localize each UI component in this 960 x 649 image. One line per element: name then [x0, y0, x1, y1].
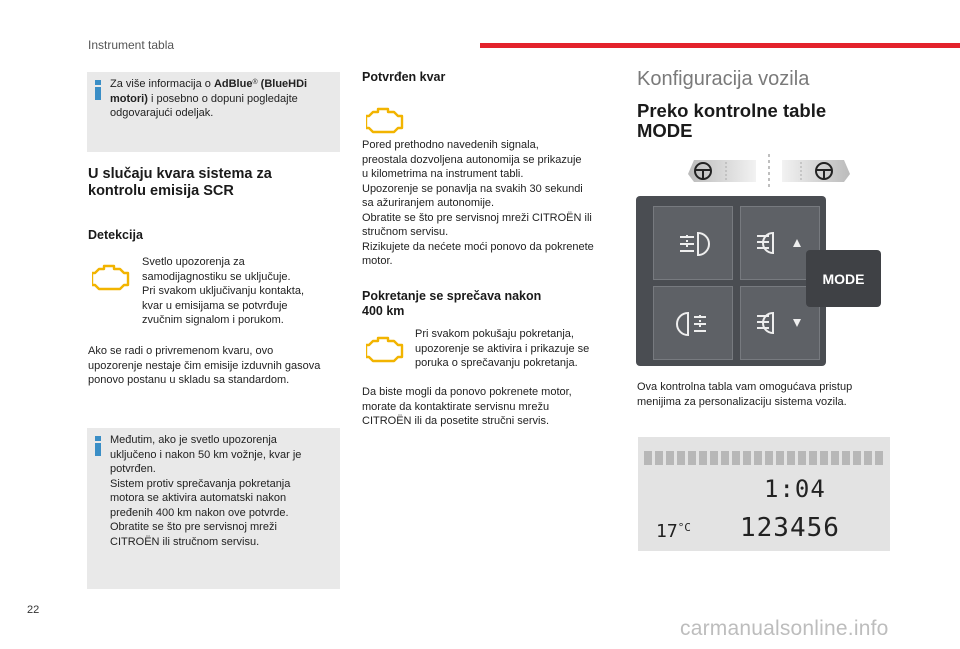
registered-mark: ® [252, 79, 258, 86]
note-text-bold: AdBlue [213, 78, 253, 90]
restart-line: morate da kontaktirate servisnu mrežu [362, 400, 550, 413]
lcd-dot-block [875, 451, 883, 465]
mode-heading [637, 101, 826, 141]
confirmed-line: preostala dozvoljena autonomija se prikazuje [362, 153, 582, 166]
confirmed-line: Obratite se što pre servisnoj mreži CITROËN ili [362, 211, 592, 224]
confirmed-line: Upozorenje se ponavlja na svakih 30 sekundi [362, 182, 583, 195]
lcd-dot-block [644, 451, 652, 465]
lcd-dot-block [677, 451, 685, 465]
start-prevented-title-line: Pokretanje se sprečava nakon [362, 289, 542, 303]
lcd-dot-block [699, 451, 707, 465]
note-text-bold2: (BlueHDi motori) [110, 78, 308, 105]
lcd-dot-block [721, 451, 729, 465]
note-line: Sistem protiv sprečavanja pokretanja [110, 477, 291, 490]
start-prevented-title [362, 289, 541, 319]
note-text [110, 433, 335, 549]
note-line: pređenih 400 km nakon ove potvrde. [110, 506, 289, 519]
mode-heading-line: MODE [637, 120, 693, 141]
note-text [110, 77, 335, 121]
note-line: motora se aktivira automatski nakon [110, 492, 287, 504]
confirmed-line: stručnom servisu. [362, 226, 449, 238]
lcd-dot-block [710, 451, 718, 465]
lcd-odometer: 123456 [740, 513, 840, 543]
start-prevented-line: Pri svakom pokušaju pokretanja, [415, 328, 574, 340]
engine-warning-icon [366, 334, 404, 364]
start-prevented-title-line: 400 km [362, 304, 405, 318]
engine-warning-icon [366, 105, 404, 135]
rear-fog-light-icon [654, 287, 734, 361]
header-title: Instrument tabla [88, 38, 175, 52]
scr-heading: U slučaju kvara sistema za kontrolu emisija SCR [88, 166, 272, 199]
lhd-rhd-diagram [684, 152, 854, 192]
confirmed-line: Pored prethodno navedenih signala, [362, 139, 539, 151]
lcd-clock: 1:04 [764, 475, 826, 503]
lcd-dot-block [754, 451, 762, 465]
confirmed-line: motor. [362, 255, 393, 267]
watermark: carmanualsonline.info [680, 617, 889, 640]
lcd-dot-block [776, 451, 784, 465]
start-prevented-line: upozorenje se aktivira i prikazuje se [415, 342, 590, 355]
rear-fog-button[interactable] [653, 286, 733, 360]
detection-title: Detekcija [88, 228, 143, 242]
note-text-pre: Za više informacija o [110, 78, 214, 90]
info-note-confirmed [87, 428, 340, 589]
info-icon [95, 80, 101, 100]
paragraph-line: ponovo postanu u skladu sa standardom. [88, 374, 290, 386]
temporary-fault-paragraph [88, 344, 343, 388]
control-panel [636, 196, 826, 366]
caption-line: Ova kontrolna tabla vam omogućava pristup [637, 381, 853, 393]
confirmed-line: u kilometrima na instrument tabli. [362, 168, 524, 180]
lcd-dot-block [853, 451, 861, 465]
lcd-dot-block [743, 451, 751, 465]
lcd-dot-block [732, 451, 740, 465]
note-text-post: i posebno o dopuni pogledajte odgovarajući odeljak. [110, 92, 298, 119]
detection-text [142, 255, 332, 328]
lcd-dot-block [798, 451, 806, 465]
lcd-dot-block [688, 451, 696, 465]
confirmed-line: sa ažuriranjem autonomije. [362, 197, 495, 209]
info-note-adblue [87, 72, 340, 152]
lcd-temp-value: 17 [656, 521, 678, 542]
restart-line: Da biste mogli da ponovo pokrenete motor, [362, 386, 572, 398]
detection-line: Pri svakom uključivanju kontakta, [142, 285, 305, 297]
panel-caption [637, 380, 897, 409]
confirmed-fault-title: Potvrđen kvar [362, 70, 446, 84]
lcd-dot-block [820, 451, 828, 465]
start-prevented-line: poruka o sprečavanju pokretanja. [415, 357, 578, 369]
lcd-dot-block [787, 451, 795, 465]
note-line: CITROËN ili stručnom servisu. [110, 535, 260, 548]
paragraph-line: Ako se radi o privremenom kvaru, ovo [88, 345, 274, 357]
note-line: Obratite se što pre servisnoj mreži [110, 521, 277, 533]
front-fog-button[interactable] [653, 206, 733, 280]
lcd-dot-block [765, 451, 773, 465]
section-title: Konfiguracija vozila [637, 68, 810, 90]
note-line: Međutim, ako je svetlo upozorenja [110, 434, 277, 446]
lcd-dot-block [666, 451, 674, 465]
mode-button[interactable]: MODE [806, 250, 881, 307]
info-icon [95, 436, 101, 456]
lcd-dot-block [864, 451, 872, 465]
header-accent-bar [480, 43, 960, 48]
restart-line: CITROËN ili da posetite stručni servis. [362, 415, 550, 427]
paragraph-line: upozorenje nestaje čim emisije izduvnih gasova [88, 359, 321, 372]
note-line: uključeno i nakon 50 km vožnje, kvar je [110, 448, 302, 461]
detection-line: kvar u emisijama se potvrđuje [142, 299, 288, 312]
lcd-display [638, 437, 890, 551]
lcd-dot-matrix-row [644, 451, 884, 465]
note-line: potvrđen. [110, 463, 156, 475]
caption-line: menijima za personalizaciju sistema vozila. [637, 395, 847, 408]
detection-line: samodijagnostiku se uključuje. [142, 270, 291, 283]
lcd-dot-block [831, 451, 839, 465]
lcd-dot-block [809, 451, 817, 465]
lcd-temperature [656, 521, 691, 542]
confirmed-fault-text [362, 138, 622, 269]
start-prevented-text [415, 327, 620, 371]
page-number: 22 [27, 604, 40, 616]
restart-text [362, 385, 622, 429]
lcd-temp-unit: °C [677, 521, 691, 534]
lcd-dot-block [655, 451, 663, 465]
mode-heading-line: Preko kontrolne table [637, 100, 827, 121]
engine-warning-icon [92, 262, 130, 292]
detection-line: zvučnim signalom i porukom. [142, 314, 284, 326]
front-fog-light-icon [654, 207, 734, 281]
lcd-dot-block [842, 451, 850, 465]
confirmed-line: Rizikujete da nećete moći ponovo da pokrenete [362, 240, 594, 253]
detection-line: Svetlo upozorenja za [142, 256, 245, 268]
